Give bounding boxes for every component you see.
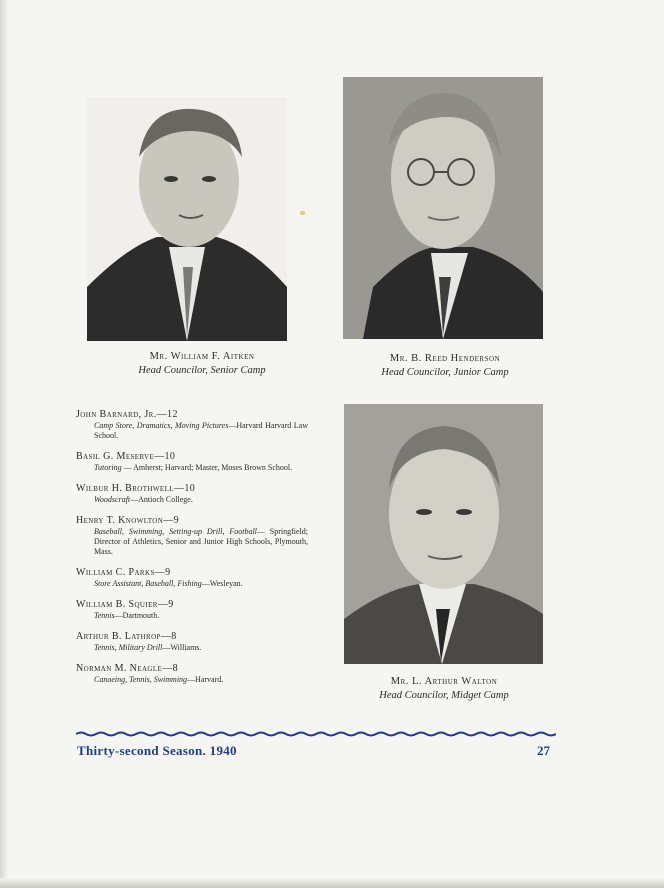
footer-season-title: Thirty-second Season. 1940 <box>77 743 237 758</box>
page-number: 27 <box>537 743 550 758</box>
staff-description <box>76 643 308 653</box>
staff-activities: Tutoring <box>94 463 122 472</box>
list-item <box>76 482 308 505</box>
portrait-photo-henderson <box>343 77 543 339</box>
staff-description <box>76 527 308 557</box>
staff-activities: Baseball, Swimming, Setting-up Drill, Football <box>94 527 257 536</box>
staff-affiliation: —Williams. <box>162 643 202 652</box>
staff-activities: Tennis, Military Drill <box>94 643 163 652</box>
list-item <box>76 598 308 621</box>
staff-name: Wilbur H. Brothwell—10 <box>76 483 196 494</box>
staff-affiliation: — Springfield; Director of Athletics, Senior and Junior High Schools, Plymouth, Mass. <box>94 527 308 556</box>
portrait-name: Mr. William F. Aitken <box>149 351 255 362</box>
staff-affiliation: —Wesleyan. <box>201 579 243 588</box>
staff-description <box>76 579 308 589</box>
staff-activities: Camp Store, Dramatics, Moving Pictures <box>94 421 229 430</box>
staff-activities: Woodscraft <box>94 495 131 504</box>
list-item <box>76 662 308 685</box>
staff-name: Henry T. Knowlton—9 <box>76 515 180 526</box>
staff-name: John Barnard, Jr.—12 <box>76 409 178 420</box>
portrait-photo-aitken <box>87 97 287 341</box>
staff-affiliation: —Harvard Harvard Law School. <box>94 421 308 440</box>
staff-affiliation: —Dartmouth. <box>114 611 160 620</box>
caption-henderson <box>330 352 560 380</box>
staff-name: Arthur B. Lathrop—8 <box>76 631 177 642</box>
staff-activities: Store Assistant, Baseball, Fishing <box>94 579 202 588</box>
staff-name: Basil G. Meserve—10 <box>76 451 176 462</box>
staff-name: William C. Parks—9 <box>76 567 171 578</box>
list-item <box>76 630 308 653</box>
portrait-role: Head Councilor, Senior Camp <box>138 365 266 376</box>
page-bottom-edge <box>0 878 664 888</box>
staff-description <box>76 421 308 441</box>
staff-affiliation: —Harvard. <box>187 675 224 684</box>
caption-walton <box>329 675 559 703</box>
staff-description <box>76 463 308 473</box>
staff-description <box>76 495 308 505</box>
list-item <box>76 450 308 473</box>
staff-description <box>76 611 308 621</box>
list-item <box>76 566 308 589</box>
footer-wavy-rule <box>76 731 556 737</box>
list-item <box>76 514 308 557</box>
paper-speck <box>300 211 305 215</box>
list-item <box>76 408 308 441</box>
caption-aitken <box>87 350 317 378</box>
staff-list <box>76 408 308 694</box>
portrait-role: Head Councilor, Junior Camp <box>381 367 509 378</box>
staff-name: Norman M. Neagle—8 <box>76 663 179 674</box>
portrait-photo-walton <box>344 404 543 664</box>
staff-affiliation: — Amherst; Harvard; Master, Moses Brown School. <box>121 463 293 472</box>
staff-activities: Canoeing, Tennis, Swimming <box>94 675 188 684</box>
staff-name: William B. Squier—9 <box>76 599 174 610</box>
page-binding-shadow <box>0 0 8 888</box>
staff-activities: Tennis <box>94 611 115 620</box>
portrait-name: Mr. B. Reed Henderson <box>389 353 501 364</box>
portrait-name: Mr. L. Arthur Walton <box>390 676 498 687</box>
staff-description <box>76 675 308 685</box>
portrait-role: Head Councilor, Midget Camp <box>379 690 509 701</box>
staff-affiliation: —Antioch College. <box>130 495 193 504</box>
